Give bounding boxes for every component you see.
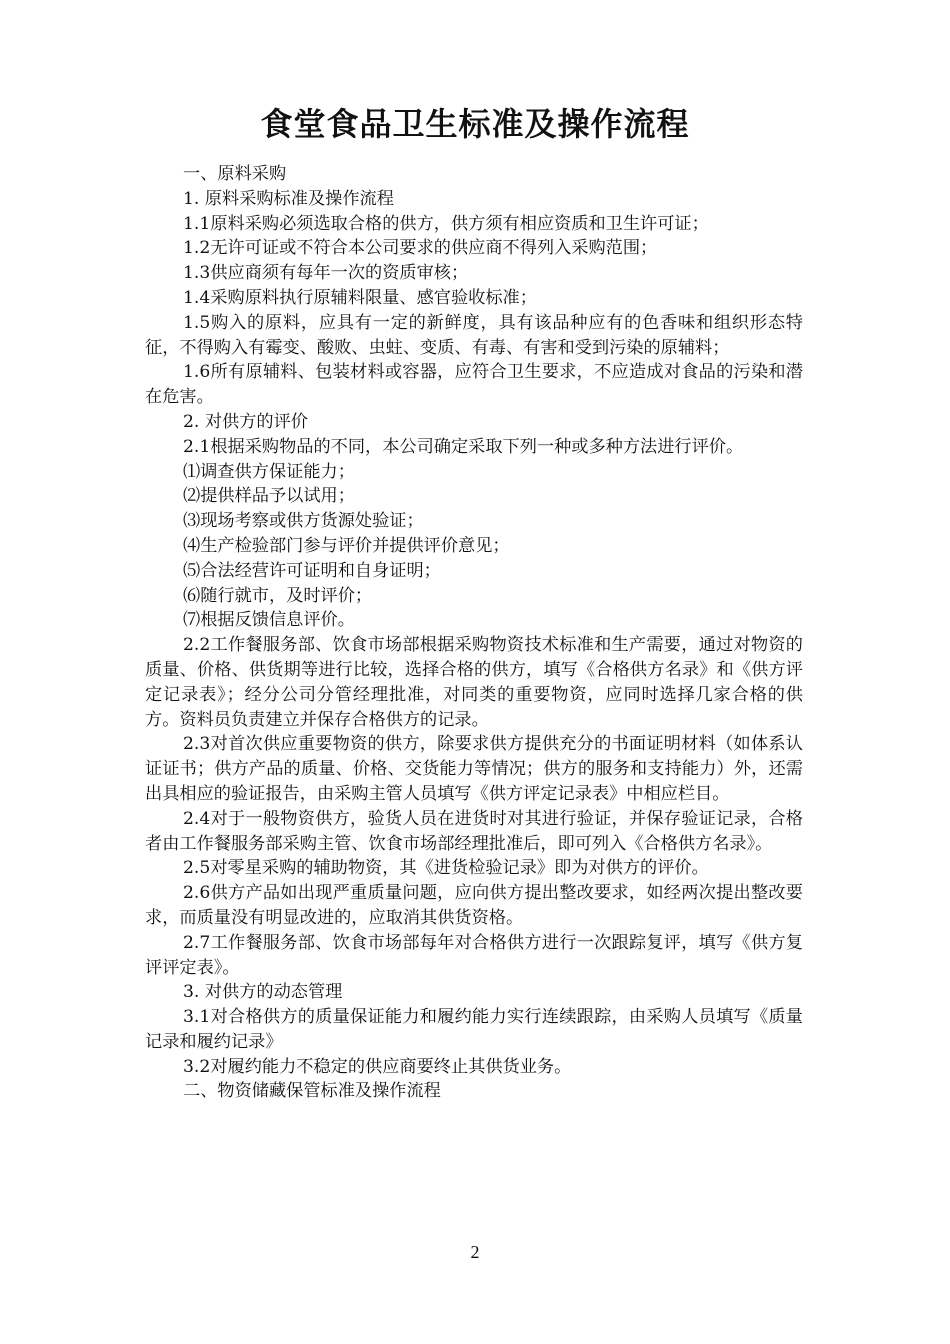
page-number: 2	[470, 1242, 480, 1262]
paragraph: 2. 对供方的评价	[183, 411, 308, 432]
paragraph: ⑹随行就市，及时评价；	[183, 585, 373, 606]
document-body	[145, 162, 803, 1104]
paragraph: ⑶现场考察或供方货源处验证；	[183, 511, 424, 532]
paragraph: 2.6供方产品如出现严重质量问题，应向供方提出整改要求，如经两次提出整改要求，而质量没有明显改进的，应取消其供货资格。	[145, 883, 803, 928]
paragraph: ⑵提供样品予以试用；	[183, 486, 355, 507]
paragraph: 1.4采购原料执行原辅料限量、感官验收标准；	[183, 287, 537, 308]
document-title: 食堂食品卫生标准及操作流程	[260, 105, 690, 143]
paragraph: 1. 原料采购标准及操作流程	[183, 188, 394, 209]
paragraph: 2.3对首次供应重要物资的供方，除要求供方提供充分的书面证明材料（如体系认证证书；供方产品的质量、价格、交货能力等情况；供方的服务和支持能力）外，还需出具相应的验证报告，由采购主管人员填写《供方评定记录表》中相应栏目。	[145, 734, 803, 804]
paragraph: 一、原料采购	[183, 164, 287, 184]
paragraph: 3. 对供方的动态管理	[183, 982, 343, 1003]
paragraph: 1.6所有原辅料、包装材料或容器，应符合卫生要求，不应造成对食品的污染和潜在危害。	[145, 362, 803, 408]
paragraph: 2.7工作餐服务部、饮食市场部每年对合格供方进行一次跟踪复评，填写《供方复评评定表》。	[145, 932, 803, 978]
paragraph: 1.3供应商须有每年一次的资质审核；	[183, 263, 469, 284]
paragraph: 1.1原料采购必须选取合格的供方，供方须有相应资质和卫生许可证；	[183, 213, 709, 234]
paragraph: ⑴调查供方保证能力；	[183, 461, 355, 482]
paragraph: 2.5对零星采购的辅助物资，其《进货检验记录》即为对供方的评价。	[183, 858, 709, 879]
paragraph: 3.2对履约能力不稳定的供应商要终止其供货业务。	[183, 1056, 572, 1077]
paragraph: 1.5购入的原料，应具有一定的新鲜度，具有该品种应有的色香味和组织形态特征，不得购入有霉变、酸败、虫蛀、变质、有毒、有害和受到污染的原辅料；	[145, 312, 803, 358]
paragraph: ⑸合法经营许可证明和自身证明；	[183, 560, 441, 581]
paragraph: 1.2无许可证或不符合本公司要求的供应商不得列入采购范围；	[183, 238, 658, 259]
paragraph: ⑺根据反馈信息评价。	[183, 610, 355, 631]
paragraph: 二、物资储藏保管标准及操作流程	[183, 1081, 441, 1102]
paragraph: 2.1根据采购物品的不同，本公司确定采取下列一种或多种方法进行评价。	[183, 436, 744, 457]
paragraph: 2.2工作餐服务部、饮食市场部根据采购物资技术标准和生产需要，通过对物资的质量、价格、供货期等进行比较，选择合格的供方，填写《合格供方名录》和《供方评定记录表》；经分公司分管经理批准，对同类的重要物资，应同时选择几家合格的供方。资料员负责建立并保存合格供方的记录。	[145, 635, 803, 730]
paragraph: 2.4对于一般物资供方，验货人员在进货时对其进行验证，并保存验证记录，合格者由工作餐服务部采购主管、饮食市场部经理批准后，即可列入《合格供方名录》。	[145, 808, 803, 854]
paragraph: ⑷生产检验部门参与评价并提供评价意见；	[183, 535, 510, 556]
paragraph: 3.1对合格供方的质量保证能力和履约能力实行连续跟踪，由采购人员填写《质量记录和履约记录》	[145, 1007, 803, 1052]
